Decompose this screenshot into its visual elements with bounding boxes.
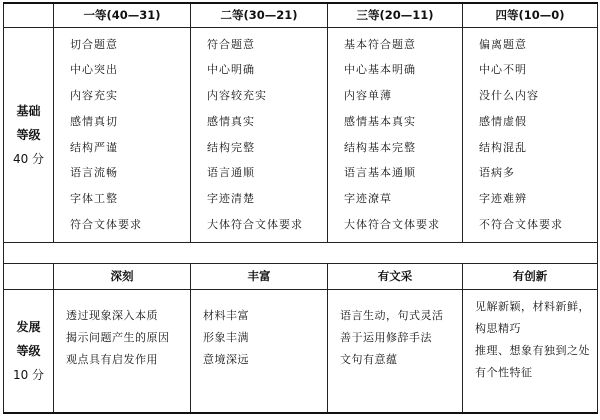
development-level-label bbox=[4, 289, 54, 413]
development-literary-grace-criteria bbox=[328, 289, 463, 413]
basic-header-row bbox=[4, 3, 598, 27]
criterion: 结构严谨 bbox=[70, 140, 118, 154]
criterion: 感情真实 bbox=[207, 114, 255, 128]
basic-grade-2-criteria bbox=[191, 27, 328, 242]
separator-row bbox=[4, 242, 598, 263]
development-label-line-1: 发展 bbox=[16, 320, 41, 335]
development-body-row bbox=[4, 289, 598, 413]
criterion: 材料丰富 bbox=[203, 308, 249, 322]
separator-cell bbox=[4, 242, 598, 263]
basic-header-grade-3: 三等(20—11) bbox=[328, 3, 463, 27]
criterion: 基本符合题意 bbox=[344, 37, 416, 51]
criterion: 符合题意 bbox=[207, 37, 255, 51]
criterion: 感情虚假 bbox=[479, 114, 527, 128]
criterion: 构思精巧 bbox=[475, 321, 521, 335]
criterion: 感情真切 bbox=[70, 114, 118, 128]
criterion: 中心突出 bbox=[70, 63, 118, 77]
criterion: 不符合文体要求 bbox=[479, 218, 563, 232]
development-header-richness: 丰富 bbox=[191, 263, 328, 289]
development-innovation-criteria bbox=[463, 289, 598, 413]
criterion: 结构基本完整 bbox=[344, 140, 416, 154]
basic-label-line-1: 基础 bbox=[16, 103, 41, 118]
basic-label-line-2: 等级 bbox=[16, 127, 41, 142]
development-header-literary-grace: 有文采 bbox=[328, 263, 463, 289]
header-corner bbox=[4, 3, 54, 27]
criterion: 结构完整 bbox=[207, 140, 255, 154]
criterion: 内容较充实 bbox=[207, 89, 267, 103]
criterion: 偏离题意 bbox=[479, 37, 527, 51]
criterion: 切合题意 bbox=[70, 37, 118, 51]
basic-body-row bbox=[4, 27, 598, 242]
basic-grade-4-criteria bbox=[463, 27, 598, 242]
development-depth-criteria bbox=[54, 289, 191, 413]
criterion: 中心明确 bbox=[207, 63, 255, 77]
criterion: 大体符合文体要求 bbox=[344, 218, 440, 232]
development-richness-criteria bbox=[191, 289, 328, 413]
criterion: 内容单薄 bbox=[344, 89, 392, 103]
basic-header-grade-1: 一等(40—31) bbox=[54, 3, 191, 27]
criterion: 见解新颖，材料新鲜， bbox=[475, 299, 590, 313]
criterion: 有个性特征 bbox=[475, 365, 533, 379]
development-score: 10 分 bbox=[12, 368, 45, 383]
criterion: 透过现象深入本质 bbox=[66, 308, 158, 322]
criterion: 观点具有启发作用 bbox=[66, 352, 158, 366]
basic-grade-3-criteria bbox=[328, 27, 463, 242]
criterion: 语言通顺 bbox=[207, 166, 255, 180]
criterion: 没什么内容 bbox=[479, 89, 539, 103]
criterion: 善于运用修辞手法 bbox=[340, 330, 432, 344]
criterion: 字迹清楚 bbox=[207, 192, 255, 206]
criterion: 大体符合文体要求 bbox=[207, 218, 303, 232]
criterion: 文句有意蕴 bbox=[340, 352, 398, 366]
development-header-innovation: 有创新 bbox=[463, 263, 598, 289]
basic-header-grade-4: 四等(10—0) bbox=[463, 3, 598, 27]
criterion: 揭示问题产生的原因 bbox=[66, 330, 170, 344]
development-header-depth: 深刻 bbox=[54, 263, 191, 289]
criterion: 符合文体要求 bbox=[70, 218, 142, 232]
criterion: 字迹潦草 bbox=[344, 192, 392, 206]
criterion: 字迹难辨 bbox=[479, 192, 527, 206]
criterion: 中心不明 bbox=[479, 63, 527, 77]
criterion: 语病多 bbox=[479, 166, 515, 180]
basic-level-label bbox=[4, 27, 54, 242]
criterion: 字体工整 bbox=[70, 192, 118, 206]
criterion: 内容充实 bbox=[70, 89, 118, 103]
basic-score: 40 分 bbox=[12, 151, 45, 166]
basic-grade-1-criteria bbox=[54, 27, 191, 242]
development-label-line-2: 等级 bbox=[16, 344, 41, 359]
development-header-corner bbox=[4, 263, 54, 289]
grading-rubric-table bbox=[3, 2, 598, 414]
criterion: 形象丰满 bbox=[203, 330, 249, 344]
criterion: 意境深远 bbox=[203, 352, 249, 366]
criterion: 推理、想象有独到之处 bbox=[475, 343, 590, 357]
development-header-row bbox=[4, 263, 598, 289]
criterion: 结构混乱 bbox=[479, 140, 527, 154]
criterion: 语言生动，句式灵活 bbox=[340, 308, 444, 322]
criterion: 语言流畅 bbox=[70, 166, 118, 180]
criterion: 中心基本明确 bbox=[344, 63, 416, 77]
criterion: 语言基本通顺 bbox=[344, 166, 416, 180]
basic-header-grade-2: 二等(30—21) bbox=[191, 3, 328, 27]
criterion: 感情基本真实 bbox=[344, 114, 416, 128]
